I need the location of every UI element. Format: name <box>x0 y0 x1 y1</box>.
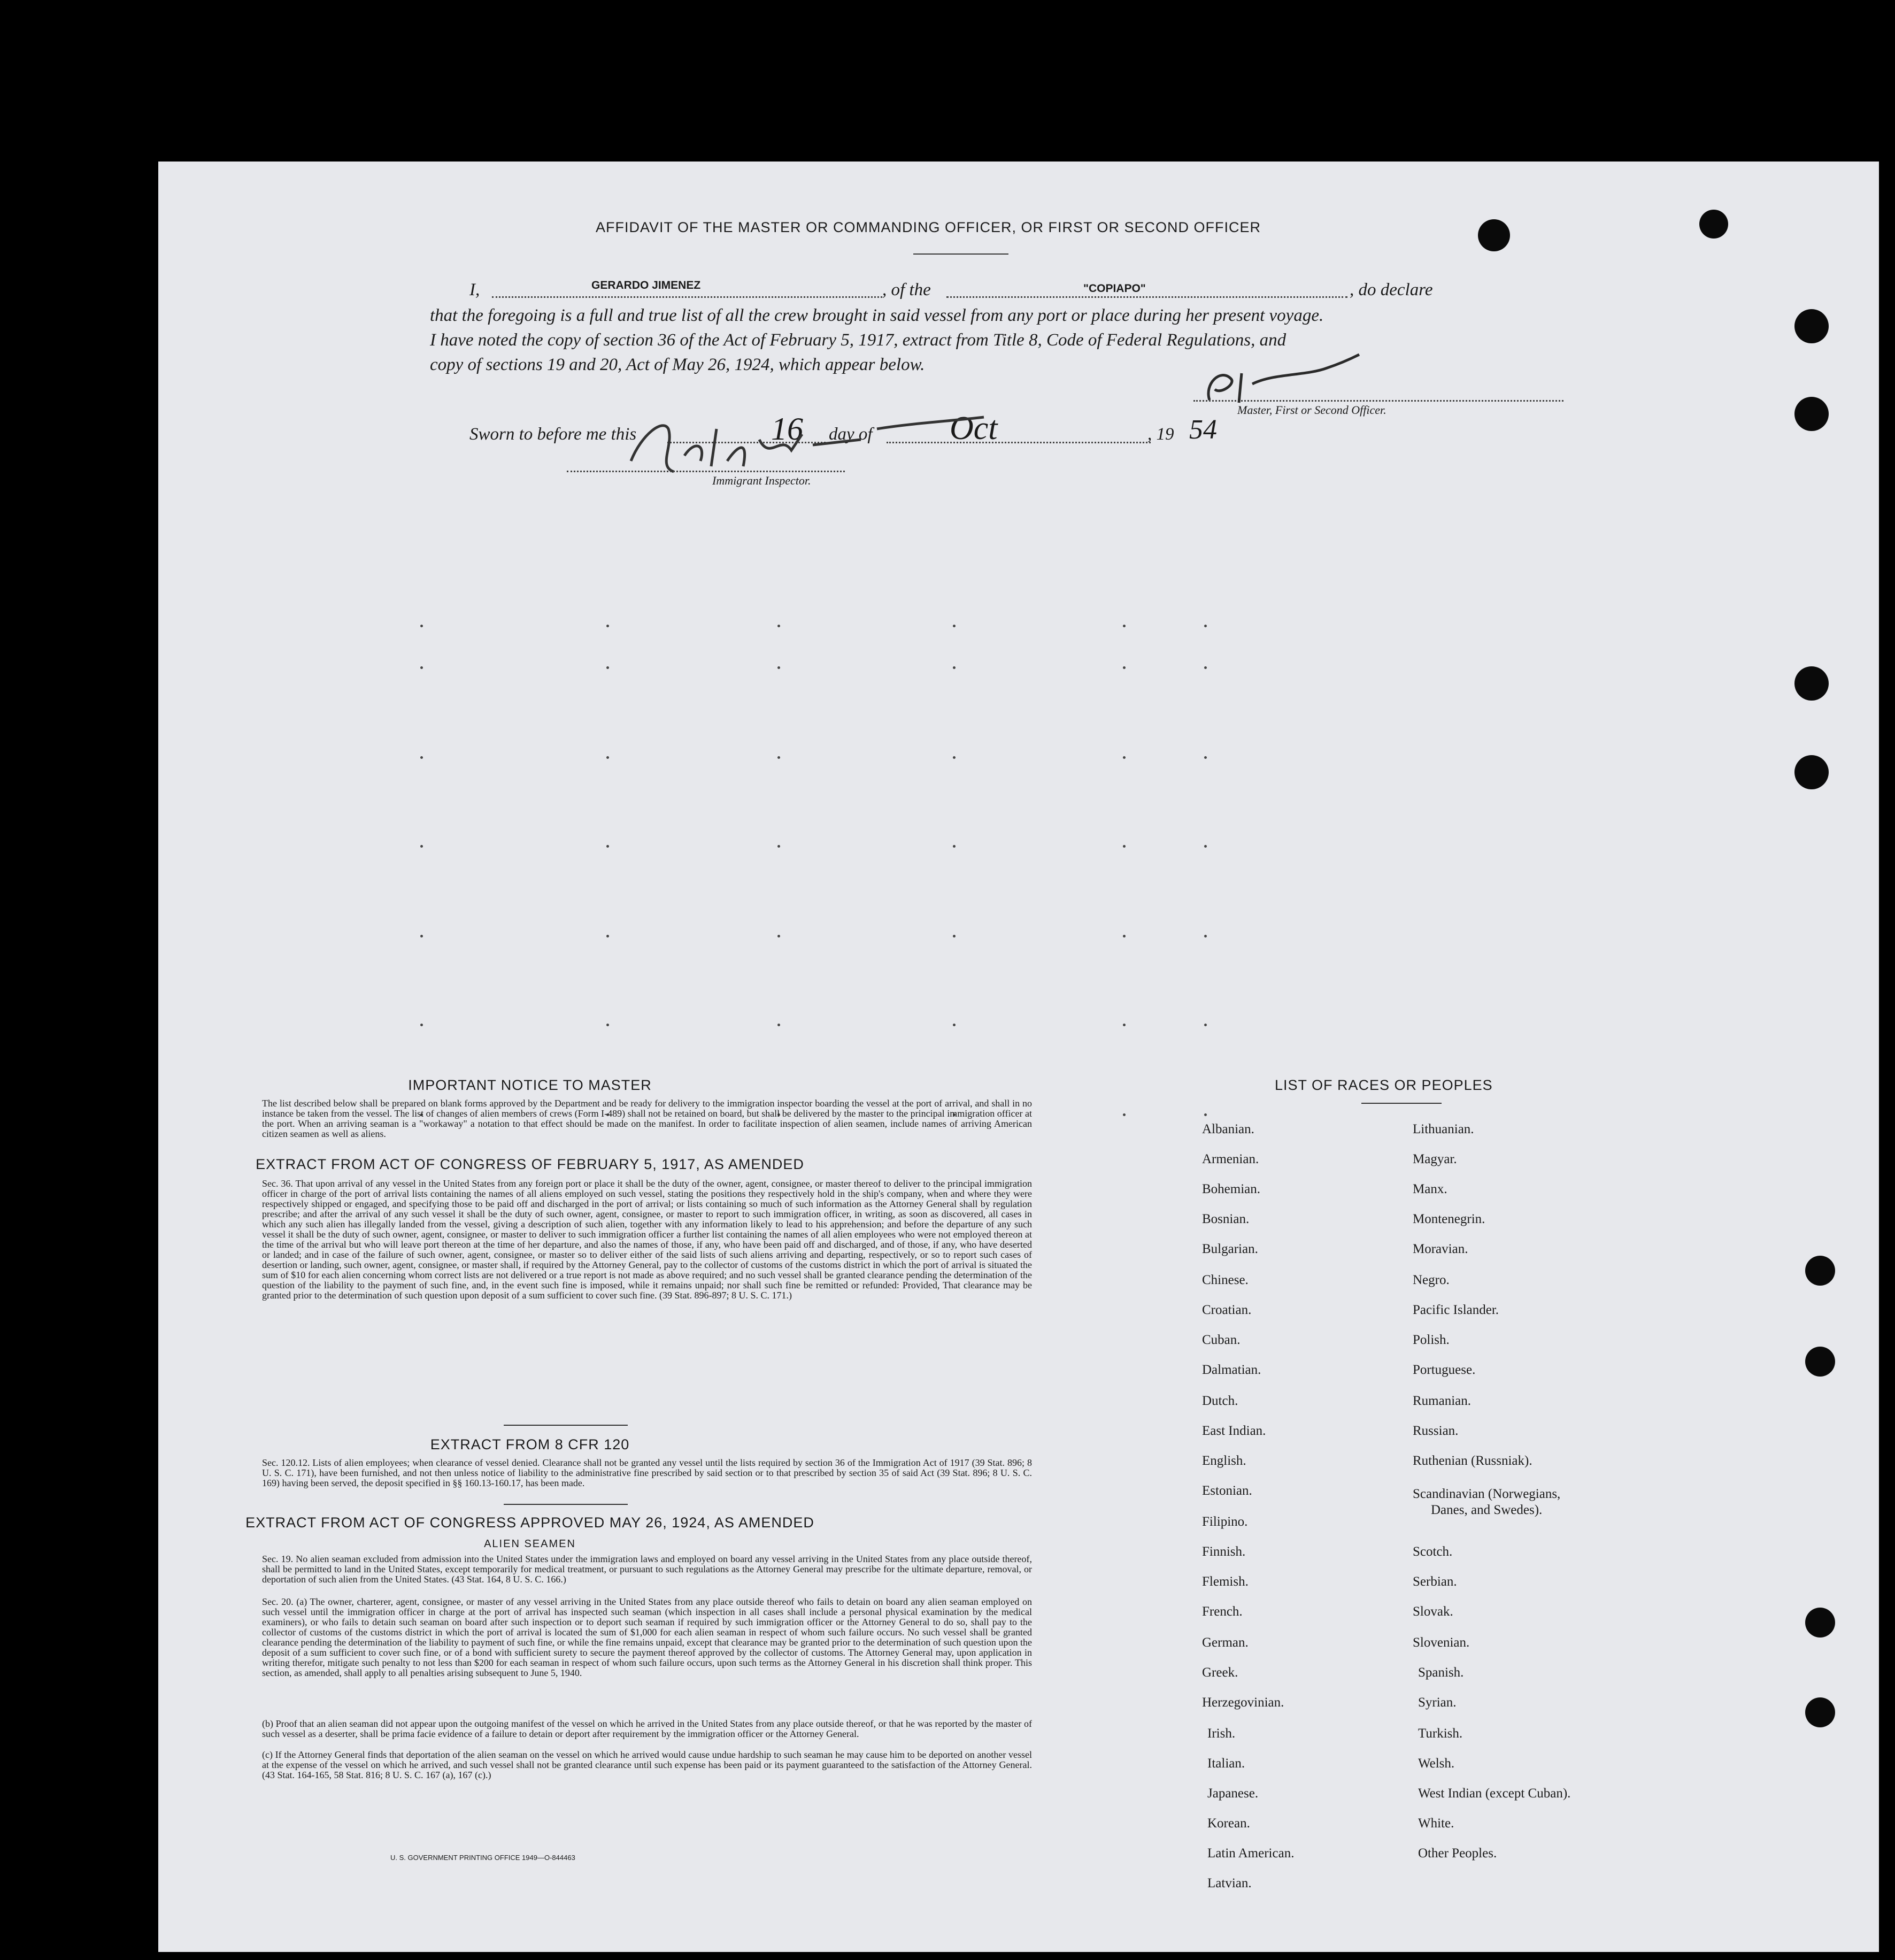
sec-20c-text: (c) If the Attorney General finds that deportation of the alien seaman on the vessel on which he arrived would cause undue hardship to such seaman he may cause him to be deported on another vessel at the expense of the vessel on which he arrived, and such vessel shall not be granted clearance until such expense has been paid or its payment guaranteed to the satisfaction of the Attorney General. (43 Stat. 164-165, 58 Stat. 816; 8 U. S. C. 167 (a), 167 (c).) <box>262 1749 1032 1780</box>
race-item: Russian. <box>1413 1424 1459 1438</box>
race-item: Irish. <box>1207 1726 1236 1741</box>
race-item: Bulgarian. <box>1202 1242 1258 1256</box>
race-item: Bosnian. <box>1202 1212 1250 1226</box>
race-item: Magyar. <box>1413 1152 1457 1166</box>
extract-1917-text: Sec. 36. That upon arrival of any vessel in the United States from any foreign port or place it shall be the duty of the owner, agent, consignee, or master thereof to deliver to the principal immigration officer in charge of the port of arrival lists containing the names of all aliens employed on such vessel, stating the positions they respectively hold in the ship's company, when and where they were respectively shipped or engaged, and specifying those to be paid off and discharged in the port of arrival; or lists containing so much of such information as the Attorney General shall by regulation prescribe; and after the arrival of any such vessel it shall be the duty of such owner, agent, consignee, or master to report to such immigration officer, in writing, as soon as discovered, all cases in which any such alien has illegally landed from the vessel, giving a description of such alien, together with any information likely to lead to his apprehension; and before the departure of any such vessel it shall be the duty of such owner, agent, consignee, or master to deliver to such immigration officer a further list containing the names of all alien employees who were not employed thereon at the time of the arrival but who will leave port thereon at the time of her departure, and also the names of those, if any, who have been paid off and discharged, and of those, if any, who have deserted or landed; and in case of the failure of such owner, agent, consignee, or master so to deliver either of the said lists of such aliens arriving and departing, respectively, or so to report such cases of desertion or landing, such owner, agent, consignee, or master shall, if required by the Attorney General, pay to the collector of customs of the customs district in which the port of arrival is situated the sum of $10 for each alien concerning whom correct lists are not delivered or a true report is not made as above required; and no such vessel shall be granted clearance pending the determination of the question of the liability to the payment of such fine, and, in the event such fine is imposed, while it remains unpaid; nor shall such fine be remitted or refunded: Provided, That clearance may be granted prior to the determination of such question upon deposit of a sum sufficient to cover such fine. (39 Stat. 896-897; 8 U. S. C. 171.) <box>262 1178 1032 1301</box>
notice-title: IMPORTANT NOTICE TO MASTER <box>408 1077 652 1093</box>
race-item: Moravian. <box>1413 1242 1468 1256</box>
extract-1917-title: EXTRACT FROM ACT OF CONGRESS OF FEBRUARY 5, 1917, AS AMENDED <box>256 1156 804 1172</box>
race-item: White. <box>1418 1816 1454 1831</box>
race-item: Italian. <box>1207 1756 1245 1771</box>
race-item: Ruthenian (Russniak). <box>1413 1454 1532 1468</box>
race-item: English. <box>1202 1454 1246 1468</box>
affidavit-do-declare: , do declare <box>1350 280 1433 299</box>
punch-hole <box>1794 397 1829 431</box>
affidavit-line-3: I have noted the copy of section 36 of the Act of February 5, 1917, extract from Title 8, Code of Federal Regulations, and <box>430 330 1287 350</box>
race-item: Danes, and Swedes). <box>1431 1503 1543 1517</box>
race-item: West Indian (except Cuban). <box>1418 1786 1571 1801</box>
affidavit-line-2: that the foregoing is a full and true list of all the crew brought in said vessel from any port or place during her present voyage. <box>430 306 1324 325</box>
sworn-day: 16 <box>771 411 803 447</box>
race-item: Montenegrin. <box>1413 1212 1485 1226</box>
extract-divider <box>504 1425 628 1426</box>
vessel-name: "COPIAPO" <box>1083 282 1146 295</box>
race-item: Greek. <box>1202 1665 1238 1680</box>
race-item: Dutch. <box>1202 1394 1238 1408</box>
race-item: Estonian. <box>1202 1484 1252 1498</box>
sec-20a-text: Sec. 20. (a) The owner, charterer, agent, consignee, or master of any vessel arriving in the United States from any place outside thereof who fails to detain on board any alien seaman employed on such vessel until the immigration officer in charge at the port of arrival has inspected such seaman (which inspection in all cases shall include a personal physical examination by the medical examiners), or who fails to detain such seaman on board after such inspection or to deport such seaman if required by such immigration officer or the Attorney General to do so, shall pay to the collector of customs of the customs district in which the port of arrival is located the sum of $1,000 for each alien seaman in respect of whom such failure occurs. No such vessel shall be granted clearance pending the determination of the liability to payment of such fine, or while the fine remains unpaid, except that clearance may be granted prior to the determination of such question upon the deposit of a sum sufficient to cover such fine, or of a bond with sufficient surety to secure the payment thereof approved by the collector of customs. The Attorney General may, upon application in writing therefor, mitigate such penalty to not less than $200 for each seaman in respect of whom such failure occurs, upon such terms as the Attorney General in his discretion shall think proper. This section, as amended, shall apply to all penalties arising subsequent to June 5, 1940. <box>262 1596 1032 1678</box>
cfr-title: EXTRACT FROM 8 CFR 120 <box>430 1436 630 1452</box>
punch-hole <box>1805 1608 1835 1638</box>
race-item: Finnish. <box>1202 1544 1246 1559</box>
sworn-year: 54 <box>1189 414 1217 445</box>
race-item: Scandinavian (Norwegians, <box>1413 1487 1561 1501</box>
race-item: Negro. <box>1413 1273 1450 1287</box>
race-item: Bohemian. <box>1202 1182 1261 1196</box>
race-item: Other Peoples. <box>1418 1846 1497 1861</box>
affidavit-i: I, <box>469 280 480 299</box>
race-item: Rumanian. <box>1413 1394 1472 1408</box>
extract-1924-subtitle: ALIEN SEAMEN <box>484 1538 576 1550</box>
sworn-text: Sworn to before me this <box>469 425 637 444</box>
race-item: Cuban. <box>1202 1333 1241 1347</box>
inspector-signature <box>610 397 1027 482</box>
gpo-imprint: U. S. GOVERNMENT PRINTING OFFICE 1949—O-844463 <box>390 1854 575 1862</box>
races-title: LIST OF RACES OR PEOPLES <box>1275 1077 1493 1093</box>
inspector-signature-line <box>567 471 845 472</box>
inspector-caption: Immigrant Inspector. <box>712 474 811 487</box>
affidavit-title: AFFIDAVIT OF THE MASTER OR COMMANDING OFFICER, OR FIRST OR SECOND OFFICER <box>595 219 1261 235</box>
race-item: Pacific Islander. <box>1413 1303 1499 1317</box>
race-item: Welsh. <box>1418 1756 1455 1771</box>
affidavit-of-the: , of the <box>882 280 931 299</box>
cfr-text: Sec. 120.12. Lists of alien employees; when clearance of vessel denied. Clearance shall not be granted any vessel until the lists required by section 36 of the Immigration Act of 1917 (39 Stat. 896; 8 U. S. C. 171), have been furnished, and not then unless notice of liability to the administrative fine prescribed by said section or to that prescribed by section 35 of said Act (39 Stat. 896; 8 U. S. C. 169) having been served, the deposit specified in §§ 160.13-160.17, has been made. <box>262 1457 1032 1488</box>
affidavit-line-4: copy of sections 19 and 20, Act of May 26, 1924, which appear below. <box>430 355 925 374</box>
punch-hole <box>1699 210 1728 239</box>
race-item: Korean. <box>1207 1816 1250 1831</box>
race-item: Spanish. <box>1418 1665 1464 1680</box>
races-divider <box>1361 1103 1442 1104</box>
race-item: Flemish. <box>1202 1574 1249 1589</box>
form-sheet <box>158 162 1879 1952</box>
punch-hole <box>1805 1347 1835 1377</box>
sec-19-text: Sec. 19. No alien seaman excluded from admission into the United States under the immigration laws and employed on board any vessel arriving in the United States from any place outside thereof, shall be permitted to land in the United States, except temporarily for medical treatment, or pursuant to such regulations as the Attorney General may prescribe for the ultimate departure, removal, or deportation of such alien from the United States. (43 Stat. 164, 8 U. S. C. 166.) <box>262 1554 1032 1585</box>
punch-hole <box>1794 755 1829 789</box>
punch-hole <box>1794 309 1829 343</box>
sec-20b-text: (b) Proof that an alien seaman did not appear upon the outgoing manifest of the vessel on which he arrived in the United States from any place outside thereof, or that he was reported by the master of such vessel as a deserter, shall be prima facie evidence of a failure to detain or deport after requirement by the immigration officer or the Attorney General. <box>262 1718 1032 1739</box>
race-item: French. <box>1202 1604 1243 1619</box>
race-item: Armenian. <box>1202 1152 1259 1166</box>
title-divider <box>913 253 1008 255</box>
extract-divider <box>504 1504 628 1505</box>
extract-1924-title: EXTRACT FROM ACT OF CONGRESS APPROVED MAY 26, 1924, AS AMENDED <box>245 1515 814 1531</box>
race-item: Chinese. <box>1202 1273 1249 1287</box>
race-item: Lithuanian. <box>1413 1122 1474 1136</box>
sworn-day-of: day of <box>829 425 873 444</box>
race-item: Portuguese. <box>1413 1363 1476 1377</box>
race-item: Croatian. <box>1202 1303 1252 1317</box>
race-item: Slovenian. <box>1413 1635 1470 1650</box>
sworn-month: Oct <box>950 410 998 447</box>
race-item: Serbian. <box>1413 1574 1457 1589</box>
race-item: Latin American. <box>1207 1846 1295 1861</box>
race-item: Filipino. <box>1202 1515 1248 1529</box>
race-item: Syrian. <box>1418 1695 1457 1710</box>
race-item: Slovak. <box>1413 1604 1453 1619</box>
vessel-line <box>946 296 1347 298</box>
race-item: Scotch. <box>1413 1544 1453 1559</box>
officer-name-line <box>492 296 882 298</box>
sworn-year-prefix: , 19 <box>1147 425 1174 444</box>
race-item: German. <box>1202 1635 1249 1650</box>
race-item: Japanese. <box>1207 1786 1259 1801</box>
punch-hole <box>1805 1256 1835 1286</box>
master-caption: Master, First or Second Officer. <box>1237 403 1386 417</box>
notice-text: The list described below shall be prepared on blank forms approved by the Department and be ready for delivery to the immigration inspector boarding the vessel at the port of arrival, and shall in no instance be taken from the vessel. The list of changes of alien members of crews (Form I-489) shall not be retained on board, but shall be delivered by the master to the principal immigration officer at the port. When an arriving seaman is a "workaway" a notation to that effect should be made on the manifest. In order to facilitate inspection of alien seamen, include names of arriving American citizen seamen as well as aliens. <box>262 1098 1032 1139</box>
race-item: Manx. <box>1413 1182 1447 1196</box>
race-item: East Indian. <box>1202 1424 1266 1438</box>
officer-name: GERARDO JIMENEZ <box>591 279 701 291</box>
race-item: Dalmatian. <box>1202 1363 1261 1377</box>
race-item: Herzegovinian. <box>1202 1695 1284 1710</box>
punch-hole <box>1805 1697 1835 1727</box>
race-item: Latvian. <box>1207 1876 1252 1890</box>
punch-hole <box>1794 666 1829 701</box>
race-item: Polish. <box>1413 1333 1450 1347</box>
race-item: Turkish. <box>1418 1726 1463 1741</box>
race-item: Albanian. <box>1202 1122 1254 1136</box>
